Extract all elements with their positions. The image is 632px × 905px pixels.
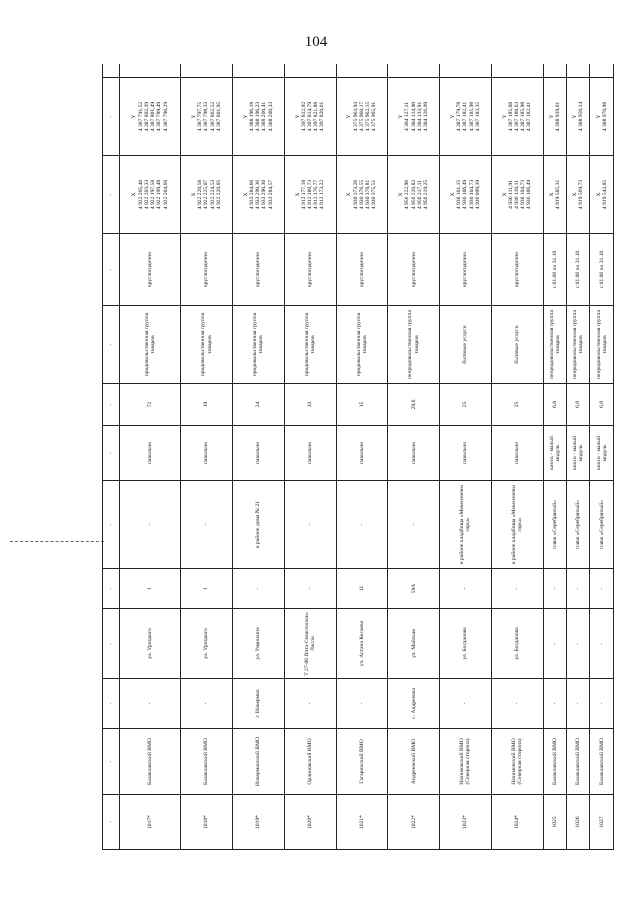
cell-district: Балаклавский ВМО (181, 729, 233, 795)
coordinate-line: Y (191, 114, 198, 119)
cell-district: Балаклавский ВМО (543, 729, 566, 795)
coordinate-line: 4 956 217,11 (416, 179, 423, 210)
cell-coord-x (336, 156, 388, 234)
coordinate-line: 4 388 196,23 (255, 101, 262, 132)
cell-type: павильон (232, 426, 284, 481)
coordinate-line: 4 930 375,51 (371, 179, 378, 210)
table-row (440, 64, 492, 850)
cell-house: - (567, 569, 590, 609)
coordinate-line: 4 922 225,07 (203, 179, 210, 210)
coordinate-line: 4 912 177,18 (300, 179, 307, 210)
cell-house: - (491, 569, 543, 609)
cell-empty (388, 64, 440, 78)
coordinate-line: 4 388 200,41 (261, 101, 268, 132)
cell-area: 25 (491, 384, 543, 426)
coordinate-line: 4 956 222,96 (404, 179, 411, 210)
cell-coord-x (232, 156, 284, 234)
cell-street: ул. Богданова (440, 609, 492, 679)
table-rotation-frame (102, 64, 614, 850)
cell-house: - (440, 569, 492, 609)
coordinate-line: 4 936 106,49 (526, 179, 533, 210)
cell-street: ул. Урицкого (120, 609, 181, 679)
cell-coord-y (336, 78, 388, 156)
cell-period: круглогодично (284, 234, 336, 306)
cell-coord-x (567, 156, 590, 234)
cell-specialization: бытовые услуги (440, 306, 492, 384)
coordinate-line: 4 397 821,88 (313, 101, 320, 132)
cell-type: павильон (336, 426, 388, 481)
cell-house: - (543, 569, 566, 609)
cell-street: - (543, 609, 566, 679)
cell-coord-y (232, 78, 284, 156)
coordinate-line: 4 919 543,85 (601, 179, 608, 210)
cell-coord-x (120, 156, 181, 234)
cell-specialization: продовольственная группа товаров (120, 306, 181, 384)
cell-settlement: - (284, 679, 336, 729)
coordinate-line: Y (294, 114, 301, 119)
coordinate-line: Y (449, 114, 456, 119)
cell-specialization: продовольственная группа товаров (284, 306, 336, 384)
coordinate-line: 4 936 101,15 (456, 179, 463, 210)
cell-empty (181, 64, 233, 78)
cell-district: Андреевский ВМО (388, 729, 440, 795)
header-cell: - (103, 729, 120, 795)
coordinate-line: X (131, 192, 138, 197)
coordinate-line: 4 387 185,98 (520, 101, 527, 132)
cell-settlement: - (336, 679, 388, 729)
coordinate-line: Y (501, 114, 508, 119)
coordinate-line: 4 936 099,39 (474, 179, 481, 210)
coordinate-line: X (595, 192, 602, 197)
coordinate-line: X (572, 192, 579, 197)
cell-specialization: продовольственная группа товаров (336, 306, 388, 384)
coordinate-line: 4 936 111,91 (507, 180, 514, 209)
cell-type: павильон (181, 426, 233, 481)
cell-landmark: в районе кладбища «Мекензиевы горы» (440, 481, 492, 569)
cell-specialization: непродовольственная группа товаров (543, 306, 566, 384)
coordinate-line: 4 384 126,09 (422, 101, 429, 132)
coordinate-line: 4 933 284,57 (267, 179, 274, 210)
margin-dash-line (10, 541, 104, 542)
coordinate-line: 4 919 569,73 (578, 179, 585, 210)
cell-specialization: продовольственная группа товаров (232, 306, 284, 384)
cell-street: ул. Майская (388, 609, 440, 679)
coordinate-line: 4 375 963,93 (352, 101, 359, 132)
coordinate-line: 4 933 290,36 (255, 179, 262, 210)
cell-landmark: - (336, 481, 388, 569)
coordinate-line: 4 388 939,01 (554, 101, 561, 132)
cell-type: киоск - малый модуль (590, 426, 614, 481)
cell-type: павильон (284, 426, 336, 481)
coordinate-line: 4 919 585,31 (554, 179, 561, 210)
coordinate-line: 4 387 185,08 (507, 101, 514, 132)
cell-settlement: с. Андреевка (388, 679, 440, 729)
cell-landmark: - (388, 481, 440, 569)
cell-coord-x (491, 156, 543, 234)
cell-landmark: - (181, 481, 233, 569)
cell-district: Орлиновский ВМО (284, 729, 336, 795)
cell-street: ул. Урицкого (181, 609, 233, 679)
cell-type: павильон (491, 426, 543, 481)
coordinate-line: X (449, 192, 456, 197)
coordinate-line: 4 933 284,60 (249, 179, 256, 210)
coordinate-line: 4 397 814,79 (307, 101, 314, 132)
cell-specialization: непродовольственная группа товаров (388, 306, 440, 384)
coordinate-line: 4 930 373,26 (352, 179, 359, 210)
cell-num: 1020* (284, 795, 336, 850)
cell-district: Инкерманский ВМО (232, 729, 284, 795)
cell-landmark: - (120, 481, 181, 569)
coordinate-line: 4 387 801,49 (150, 101, 157, 132)
cell-coord-y (181, 78, 233, 156)
cell-specialization: непродовольственная группа товаров (590, 306, 614, 384)
cell-district: Гагаринский ВМО (336, 729, 388, 795)
cell-period: с 01.06 по 31.10 (543, 234, 566, 306)
cell-coord-y (120, 78, 181, 156)
coordinate-line: 4 922 220,58 (197, 179, 204, 210)
cell-settlement: - (120, 679, 181, 729)
cell-specialization: бытовые услуги (491, 306, 543, 384)
coordinate-line: 4 388 950,14 (578, 101, 585, 132)
cell-empty (567, 64, 590, 78)
header-cell: - (103, 569, 120, 609)
cell-empty (120, 64, 181, 78)
cell-street: - (567, 609, 590, 679)
coordinate-line: 4 956 220,82 (410, 179, 417, 210)
cell-landmark: пляж «Серебряный» (543, 481, 566, 569)
coordinate-line: 4 387 185,98 (468, 101, 475, 132)
coordinate-line: 4 384 124,90 (410, 101, 417, 132)
table-row (491, 64, 543, 850)
coordinate-line: 4 375 960,17 (358, 101, 365, 132)
coordinate-line: 4 922 224,53 (209, 179, 216, 210)
cell-coord-y (388, 78, 440, 156)
coordinate-line: Y (548, 114, 555, 119)
cell-coord-y (543, 78, 566, 156)
coordinate-line: 4 388 970,98 (601, 101, 608, 132)
cell-house: 11 (336, 569, 388, 609)
cell-coord-x (590, 156, 614, 234)
cell-area: 6,8 (567, 384, 590, 426)
coordinate-line: 4 397 812,92 (300, 101, 307, 132)
cell-settlement: - (590, 679, 614, 729)
coordinate-line: 4 930 376,55 (358, 179, 365, 210)
coordinate-line: 4 387 789,49 (156, 101, 163, 132)
page-number: 104 (304, 34, 328, 50)
header-cell: - (103, 156, 120, 234)
coordinate-line: 4 936 104,73 (468, 179, 475, 210)
cell-coord-y (491, 78, 543, 156)
header-cell: - (103, 426, 120, 481)
cell-type: павильон (388, 426, 440, 481)
coordinate-line: 4 922 205,40 (137, 179, 144, 210)
trade-objects-table (102, 64, 614, 850)
cell-period: круглогодично (336, 234, 388, 306)
coordinate-line: 4 375 962,15 (364, 101, 371, 132)
cell-area: 24 (232, 384, 284, 426)
cell-period: с 01.06 по 31.10 (567, 234, 590, 306)
cell-street: - (590, 609, 614, 679)
cell-type: киоск - малый модуль (567, 426, 590, 481)
cell-empty (336, 64, 388, 78)
cell-area: 15 (336, 384, 388, 426)
table-row (543, 64, 566, 850)
cell-empty (232, 64, 284, 78)
coordinate-line: 4 387 182,41 (526, 101, 533, 132)
cell-landmark: пляж «Серебряный» (567, 481, 590, 569)
cell-area: 25 (440, 384, 492, 426)
cell-period: круглогодично (440, 234, 492, 306)
cell-landmark: в районе кладбища «Мекензиевы горы» (491, 481, 543, 569)
coordinate-line: 4 387 802,39 (143, 101, 150, 132)
cell-num: 1025 (543, 795, 566, 850)
cell-num: 1023* (440, 795, 492, 850)
cell-empty (543, 64, 566, 78)
coordinate-line: 4 387 791,52 (137, 101, 144, 132)
header-cell: - (103, 234, 120, 306)
table-row (120, 64, 181, 850)
coordinate-line: Y (242, 114, 249, 119)
cell-area: 29,6 (388, 384, 440, 426)
table-row (388, 64, 440, 850)
cell-coord-x (440, 156, 492, 234)
table-row (336, 64, 388, 850)
coordinate-line: 4 936 104,73 (520, 179, 527, 210)
header-cell: - (103, 78, 120, 156)
cell-district: Балаклавский ВМО (567, 729, 590, 795)
cell-area: 6,8 (590, 384, 614, 426)
rotated-table-container (102, 64, 614, 850)
header-cell: - (103, 795, 120, 850)
cell-house: 1 (120, 569, 181, 609)
cell-period: круглогодично (232, 234, 284, 306)
coordinate-line: 4 387 798,33 (203, 101, 210, 132)
cell-house: 1 (181, 569, 233, 609)
cell-coord-x (181, 156, 233, 234)
cell-landmark: пляж «Серебряный» (590, 481, 614, 569)
coordinate-line: 4 384 133,91 (416, 101, 423, 132)
table-body (103, 64, 614, 850)
cell-street: ул. Богданова (491, 609, 543, 679)
cell-coord-y (284, 78, 336, 156)
coordinate-line: 4 922 197,58 (150, 179, 157, 210)
coordinate-line: 4 387 790,29 (162, 101, 169, 132)
coordinate-line: 4 922 204,60 (162, 179, 169, 210)
coordinate-line: Y (595, 114, 602, 119)
header-row (103, 64, 120, 850)
cell-type: павильон (120, 426, 181, 481)
cell-coord-x (284, 156, 336, 234)
coordinate-line: 4 397 820,01 (319, 101, 326, 132)
coordinate-line: 4 922 220,05 (215, 179, 222, 210)
coordinate-line: 4 388 200,33 (267, 101, 274, 132)
coordinate-line: 4 912 173,22 (319, 179, 326, 210)
cell-num: 1019* (232, 795, 284, 850)
cell-house: - (590, 569, 614, 609)
table-row (232, 64, 284, 850)
cell-district: Нахимовский ВМО (Северная сторона) (491, 729, 543, 795)
cell-house: 58А (388, 569, 440, 609)
cell-settlement: - (543, 679, 566, 729)
cell-settlement: - (440, 679, 492, 729)
cell-settlement: - (181, 679, 233, 729)
coordinate-line: 4 387 801,95 (215, 101, 222, 132)
cell-house: - (284, 569, 336, 609)
cell-settlement: - (491, 679, 543, 729)
table-row (284, 64, 336, 850)
cell-district: Балаклавский ВМО (120, 729, 181, 795)
header-cell: - (103, 481, 120, 569)
cell-period: круглогодично (491, 234, 543, 306)
coordinate-line: X (501, 192, 508, 197)
cell-area: 33 (284, 384, 336, 426)
table-row (181, 64, 233, 850)
cell-settlement: - (567, 679, 590, 729)
coordinate-line: X (191, 192, 198, 197)
cell-district: Нахимовский ВМО (Северная сторона) (440, 729, 492, 795)
cell-area: 72 (120, 384, 181, 426)
cell-specialization: непродовольственная группа товаров (567, 306, 590, 384)
cell-settlement: г. Инкерман (232, 679, 284, 729)
coordinate-line: 4 922 199,48 (156, 179, 163, 210)
header-cell: - (103, 679, 120, 729)
cell-period: круглогодично (181, 234, 233, 306)
cell-num: 1022* (388, 795, 440, 850)
coordinate-line: 4 912 176,77 (313, 179, 320, 210)
cell-num: 1018* (181, 795, 233, 850)
coordinate-line: 4 384 127,11 (404, 101, 411, 132)
coordinate-line: Y (346, 114, 353, 119)
cell-coord-x (388, 156, 440, 234)
coordinate-line: 4 388 196,18 (249, 101, 256, 132)
coordinate-line: 4 387 188,63 (514, 101, 521, 132)
coordinate-line: 4 930 378,81 (364, 179, 371, 210)
coordinate-line: Y (398, 114, 405, 119)
coordinate-line: X (294, 192, 301, 197)
coordinate-line: 4 375 965,91 (371, 101, 378, 132)
coordinate-line: 4 922 203,33 (143, 179, 150, 210)
coordinate-line: Y (572, 114, 579, 119)
coordinate-line: 4 933 290,30 (261, 179, 268, 210)
cell-num: 1024* (491, 795, 543, 850)
table-row (567, 64, 590, 850)
cell-num: 1017* (120, 795, 181, 850)
cell-type: киоск - малый модуль (543, 426, 566, 481)
cell-street: ул. Умрихина (232, 609, 284, 679)
coordinate-line: Y (131, 114, 138, 119)
coordinate-line: 4 936 106,49 (462, 179, 469, 210)
cell-type: павильон (440, 426, 492, 481)
table-row (590, 64, 614, 850)
header-cell: - (103, 306, 120, 384)
cell-coord-y (590, 78, 614, 156)
coordinate-line: 4 387 797,75 (197, 101, 204, 132)
header-cell: - (103, 609, 120, 679)
cell-district: Балаклавский ВМО (590, 729, 614, 795)
cell-house: - (232, 569, 284, 609)
cell-coord-y (567, 78, 590, 156)
coordinate-line: 4 956 219,25 (422, 179, 429, 210)
cell-specialization: продовольственная группа товаров (181, 306, 233, 384)
coordinate-line: 4 912 180,73 (307, 179, 314, 210)
cell-empty (590, 64, 614, 78)
coordinate-line: X (346, 192, 353, 197)
coordinate-line: 4 936 110,11 (514, 180, 521, 209)
cell-num: 1021* (336, 795, 388, 850)
coordinate-line: 4 387 179,78 (456, 101, 463, 132)
cell-empty (284, 64, 336, 78)
header-cell: - (103, 384, 120, 426)
header-cell-empty (103, 64, 120, 78)
cell-empty (440, 64, 492, 78)
cell-landmark: в районе дома № 21 (232, 481, 284, 569)
cell-empty (491, 64, 543, 78)
cell-landmark: - (284, 481, 336, 569)
coordinate-line: 4 387 182,41 (462, 101, 469, 132)
cell-period: с 01.06 по 31.10 (590, 234, 614, 306)
cell-area: 6,8 (543, 384, 566, 426)
coordinate-line: 4 387 183,35 (474, 101, 481, 132)
cell-coord-x (543, 156, 566, 234)
cell-num: 1026 (567, 795, 590, 850)
coordinate-line: X (548, 192, 555, 197)
cell-street: ул. Астана Кесаева (336, 609, 388, 679)
cell-num: 1027 (590, 795, 614, 850)
cell-area: 19 (181, 384, 233, 426)
coordinate-line: 4 387 802,52 (209, 101, 216, 132)
coordinate-line: X (398, 192, 405, 197)
cell-coord-y (440, 78, 492, 156)
cell-street: Т 27-06 Ялта-Севастополь-Ласпи (284, 609, 336, 679)
coordinate-line: X (242, 192, 249, 197)
cell-period: круглогодично (120, 234, 181, 306)
cell-period: круглогодично (388, 234, 440, 306)
